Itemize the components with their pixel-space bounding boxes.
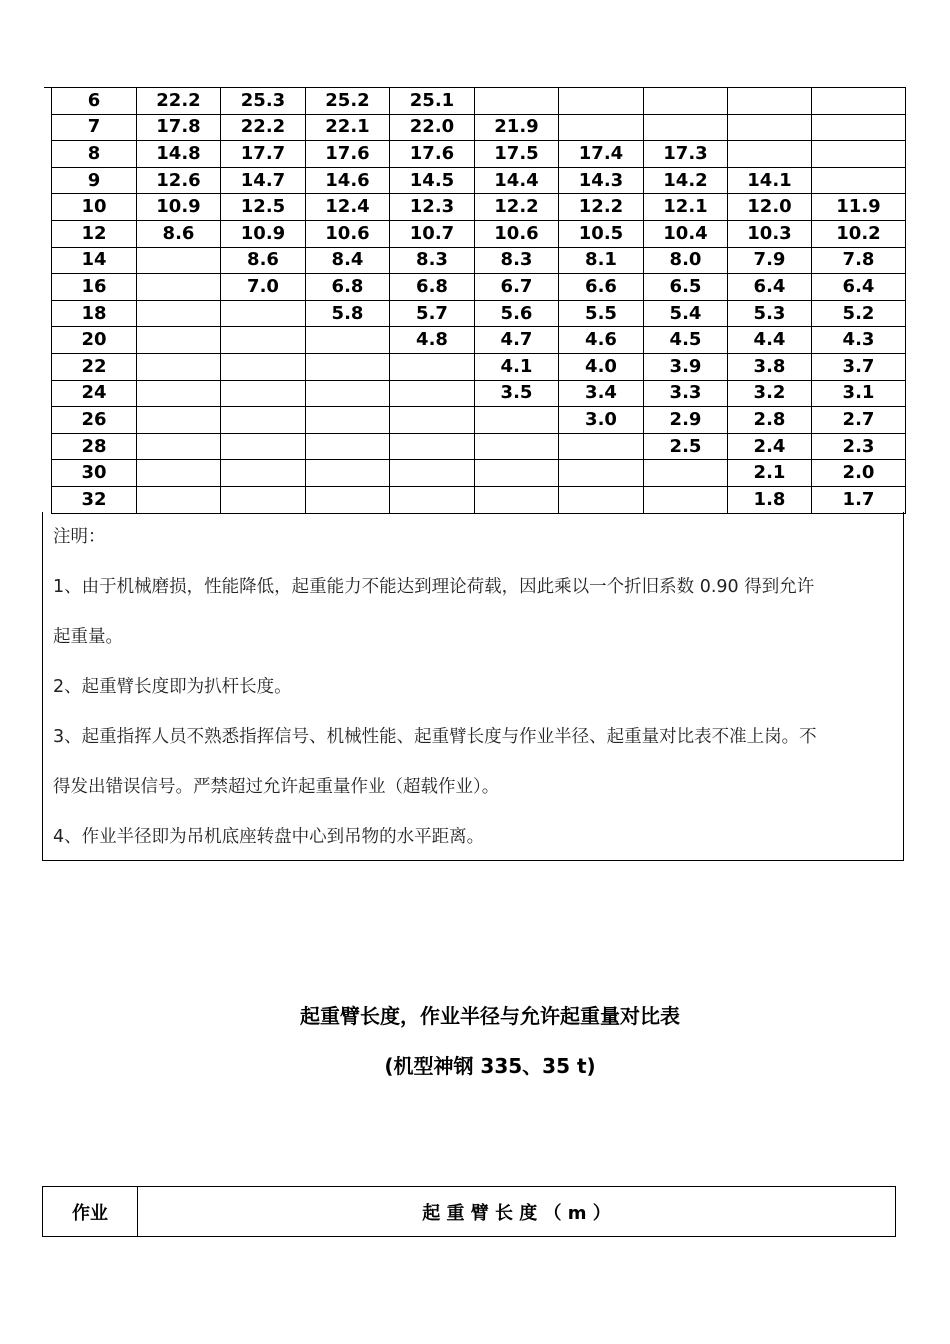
capacity-cell: [644, 114, 728, 141]
capacity-cell: [221, 353, 306, 380]
capacity-cell: [559, 486, 644, 513]
radius-cell: 9: [52, 167, 137, 194]
capacity-cell: 14.3: [559, 167, 644, 194]
capacity-cell: 2.8: [728, 407, 812, 434]
capacity-cell: 14.2: [644, 167, 728, 194]
capacity-cell: [137, 380, 221, 407]
capacity-cell: 6.4: [812, 274, 906, 301]
capacity-cell: 10.5: [559, 220, 644, 247]
notes-section: [42, 512, 904, 861]
capacity-cell: 5.3: [728, 300, 812, 327]
capacity-cell: 22.2: [137, 88, 221, 115]
capacity-cell: 3.5: [475, 380, 559, 407]
capacity-cell: 3.9: [644, 353, 728, 380]
capacity-cell: [137, 274, 221, 301]
capacity-cell: 3.0: [559, 407, 644, 434]
capacity-cell: 5.7: [390, 300, 475, 327]
capacity-cell: 3.8: [728, 353, 812, 380]
capacity-cell: 22.1: [306, 114, 390, 141]
capacity-cell: 12.3: [390, 194, 475, 221]
table-row: [52, 300, 906, 327]
capacity-cell: 3.2: [728, 380, 812, 407]
capacity-cell: 5.6: [475, 300, 559, 327]
capacity-cell: [221, 407, 306, 434]
capacity-cell: 8.1: [559, 247, 644, 274]
note-1-line-1: 1、由于机械磨损，性能降低，起重能力不能达到理论荷载，因此乘以一个折旧系数 0.90 得到允许: [53, 577, 815, 597]
capacity-cell: 10.9: [221, 220, 306, 247]
capacity-cell: 8.3: [390, 247, 475, 274]
capacity-cell: 5.5: [559, 300, 644, 327]
capacity-cell: 14.7: [221, 167, 306, 194]
capacity-cell: [221, 433, 306, 460]
radius-cell: 28: [52, 433, 137, 460]
capacity-cell: 8.3: [475, 247, 559, 274]
load-capacity-table: [51, 87, 906, 514]
capacity-cell: [137, 247, 221, 274]
capacity-cell: [390, 407, 475, 434]
radius-cell: 26: [52, 407, 137, 434]
capacity-cell: 17.3: [644, 141, 728, 168]
capacity-cell: 10.6: [306, 220, 390, 247]
capacity-cell: [221, 327, 306, 354]
capacity-cell: 17.6: [390, 141, 475, 168]
capacity-cell: 7.8: [812, 247, 906, 274]
capacity-cell: 4.0: [559, 353, 644, 380]
table-row: [52, 380, 906, 407]
capacity-cell: 17.7: [221, 141, 306, 168]
capacity-cell: [475, 433, 559, 460]
note-1-line-2: 起重量。: [53, 627, 123, 647]
capacity-cell: 10.9: [137, 194, 221, 221]
capacity-cell: 14.1: [728, 167, 812, 194]
capacity-cell: 11.9: [812, 194, 906, 221]
capacity-cell: 17.4: [559, 141, 644, 168]
capacity-cell: [221, 380, 306, 407]
capacity-cell: [475, 88, 559, 115]
capacity-cell: [812, 141, 906, 168]
capacity-cell: [306, 460, 390, 487]
note-3-line-1: 3、起重指挥人员不熟悉指挥信号、机械性能、起重臂长度与作业半径、起重量对比表不准上岗。不: [53, 727, 817, 747]
capacity-cell: 14.5: [390, 167, 475, 194]
table-header-row: [43, 1187, 896, 1237]
capacity-cell: 3.4: [559, 380, 644, 407]
capacity-cell: 1.7: [812, 486, 906, 513]
capacity-cell: 25.3: [221, 88, 306, 115]
capacity-cell: 6.5: [644, 274, 728, 301]
note-2: 2、起重臂长度即为扒杆长度。: [53, 677, 292, 697]
capacity-cell: 12.2: [559, 194, 644, 221]
capacity-cell: 12.2: [475, 194, 559, 221]
capacity-cell: [306, 433, 390, 460]
capacity-cell: 21.9: [475, 114, 559, 141]
capacity-cell: 10.7: [390, 220, 475, 247]
capacity-cell: [137, 486, 221, 513]
capacity-cell: 22.0: [390, 114, 475, 141]
note-4: 4、作业半径即为吊机底座转盘中心到吊物的水平距离。: [53, 827, 485, 847]
capacity-cell: [559, 114, 644, 141]
table-row: [52, 460, 906, 487]
radius-cell: 14: [52, 247, 137, 274]
capacity-cell: 12.1: [644, 194, 728, 221]
capacity-cell: 14.8: [137, 141, 221, 168]
capacity-cell: [306, 486, 390, 513]
table-row: [52, 433, 906, 460]
capacity-cell: 10.3: [728, 220, 812, 247]
capacity-cell: [812, 167, 906, 194]
capacity-cell: [306, 380, 390, 407]
capacity-cell: 6.8: [306, 274, 390, 301]
capacity-cell: [137, 353, 221, 380]
capacity-cell: 17.5: [475, 141, 559, 168]
capacity-cell: 22.2: [221, 114, 306, 141]
radius-cell: 12: [52, 220, 137, 247]
capacity-cell: 25.1: [390, 88, 475, 115]
header-radius-cell: 作业: [43, 1187, 138, 1237]
radius-cell: 16: [52, 274, 137, 301]
capacity-cell: 2.9: [644, 407, 728, 434]
capacity-cell: [644, 486, 728, 513]
capacity-cell: 12.6: [137, 167, 221, 194]
capacity-cell: 7.9: [728, 247, 812, 274]
capacity-cell: [812, 114, 906, 141]
capacity-cell: 8.4: [306, 247, 390, 274]
next-table-header: [42, 1186, 896, 1237]
capacity-cell: 12.5: [221, 194, 306, 221]
capacity-cell: 4.4: [728, 327, 812, 354]
table-row: [52, 114, 906, 141]
capacity-cell: [306, 407, 390, 434]
table-row: [52, 220, 906, 247]
capacity-cell: 6.4: [728, 274, 812, 301]
capacity-cell: 7.0: [221, 274, 306, 301]
capacity-cell: 2.5: [644, 433, 728, 460]
capacity-cell: [390, 353, 475, 380]
radius-cell: 20: [52, 327, 137, 354]
page-title: 起重臂长度，作业半径与允许起重量对比表: [300, 1004, 680, 1028]
table-row: [52, 274, 906, 301]
radius-cell: 7: [52, 114, 137, 141]
capacity-cell: 17.6: [306, 141, 390, 168]
capacity-cell: 3.3: [644, 380, 728, 407]
capacity-cell: 4.3: [812, 327, 906, 354]
capacity-cell: [137, 300, 221, 327]
capacity-cell: [221, 486, 306, 513]
capacity-cell: 8.6: [137, 220, 221, 247]
capacity-cell: [559, 460, 644, 487]
capacity-cell: 4.8: [390, 327, 475, 354]
capacity-cell: [137, 327, 221, 354]
capacity-cell: 4.5: [644, 327, 728, 354]
capacity-cell: 2.3: [812, 433, 906, 460]
capacity-cell: 1.8: [728, 486, 812, 513]
capacity-cell: 14.4: [475, 167, 559, 194]
radius-cell: 30: [52, 460, 137, 487]
capacity-cell: 6.6: [559, 274, 644, 301]
table-row: [52, 353, 906, 380]
capacity-cell: [728, 114, 812, 141]
capacity-cell: [221, 300, 306, 327]
radius-cell: 6: [52, 88, 137, 115]
radius-cell: 32: [52, 486, 137, 513]
capacity-cell: 4.7: [475, 327, 559, 354]
header-boom-length-cell: 起 重 臂 长 度 （ m ）: [138, 1187, 896, 1237]
radius-cell: 10: [52, 194, 137, 221]
table-row: [52, 486, 906, 513]
capacity-cell: 12.4: [306, 194, 390, 221]
radius-cell: 8: [52, 141, 137, 168]
note-3-line-2: 得发出错误信号。严禁超过允许起重量作业（超载作业）。: [53, 777, 500, 797]
table-row: [52, 194, 906, 221]
capacity-cell: [306, 353, 390, 380]
capacity-cell: [559, 88, 644, 115]
capacity-cell: 3.7: [812, 353, 906, 380]
radius-cell: 22: [52, 353, 137, 380]
radius-cell: 18: [52, 300, 137, 327]
capacity-cell: [137, 460, 221, 487]
capacity-cell: [390, 433, 475, 460]
capacity-cell: 17.8: [137, 114, 221, 141]
capacity-cell: 4.1: [475, 353, 559, 380]
capacity-cell: 10.2: [812, 220, 906, 247]
capacity-cell: 4.6: [559, 327, 644, 354]
capacity-cell: [221, 460, 306, 487]
capacity-cell: 6.7: [475, 274, 559, 301]
notes-heading: 注明：: [53, 527, 106, 547]
capacity-cell: 2.0: [812, 460, 906, 487]
capacity-cell: 2.1: [728, 460, 812, 487]
table-row: [52, 141, 906, 168]
capacity-cell: 2.4: [728, 433, 812, 460]
capacity-cell: 10.4: [644, 220, 728, 247]
capacity-cell: 6.8: [390, 274, 475, 301]
table-row: [52, 167, 906, 194]
table-row: [52, 88, 906, 115]
table-row: [52, 247, 906, 274]
capacity-cell: 2.7: [812, 407, 906, 434]
capacity-cell: [475, 460, 559, 487]
capacity-cell: [475, 486, 559, 513]
capacity-cell: 14.6: [306, 167, 390, 194]
capacity-cell: 8.0: [644, 247, 728, 274]
capacity-cell: 5.4: [644, 300, 728, 327]
capacity-cell: [728, 88, 812, 115]
capacity-cell: [390, 460, 475, 487]
capacity-cell: [728, 141, 812, 168]
capacity-cell: [644, 460, 728, 487]
capacity-cell: 12.0: [728, 194, 812, 221]
capacity-cell: 25.2: [306, 88, 390, 115]
capacity-cell: 10.6: [475, 220, 559, 247]
page-subtitle: (机型神钢 335、35 t): [384, 1054, 596, 1078]
capacity-cell: [475, 407, 559, 434]
capacity-cell: [390, 380, 475, 407]
table-row: [52, 407, 906, 434]
capacity-cell: 5.2: [812, 300, 906, 327]
capacity-cell: [812, 88, 906, 115]
capacity-cell: [390, 486, 475, 513]
capacity-cell: [306, 327, 390, 354]
capacity-cell: [644, 88, 728, 115]
capacity-cell: [559, 433, 644, 460]
capacity-cell: 8.6: [221, 247, 306, 274]
capacity-cell: [137, 407, 221, 434]
capacity-cell: 5.8: [306, 300, 390, 327]
table-row: [52, 327, 906, 354]
capacity-cell: [137, 433, 221, 460]
capacity-cell: 3.1: [812, 380, 906, 407]
radius-cell: 24: [52, 380, 137, 407]
